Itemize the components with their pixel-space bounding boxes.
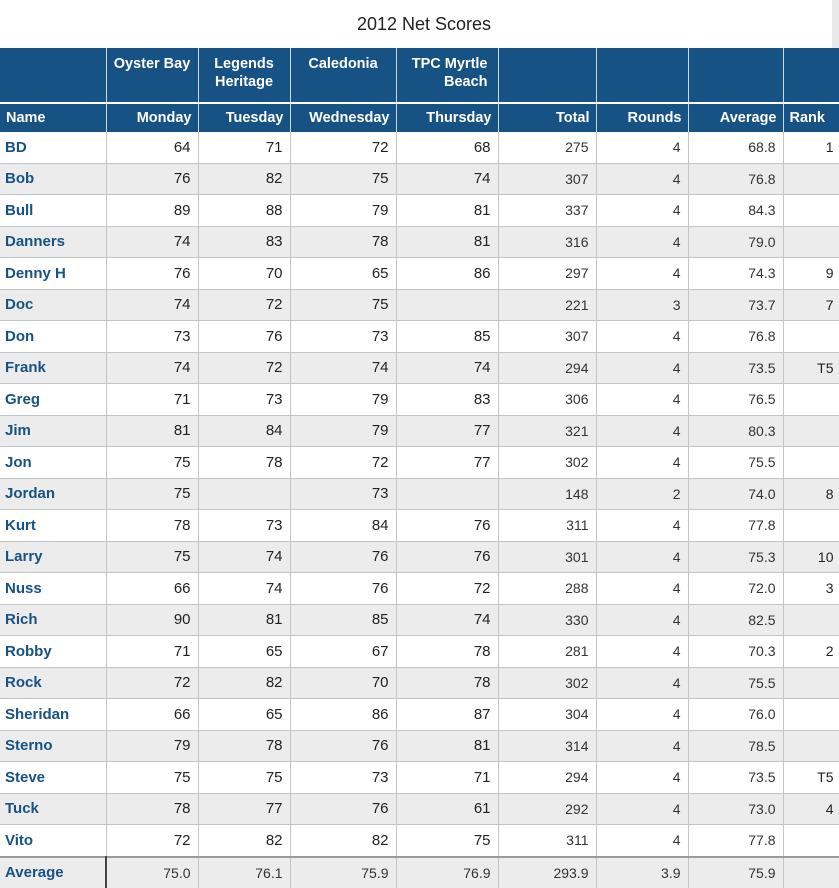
score-average[interactable]: 76.8	[688, 163, 783, 195]
player-name[interactable]: Tuck	[0, 793, 106, 825]
average-total: 293.9	[498, 857, 596, 888]
player-rank[interactable]	[783, 510, 839, 542]
score-thursday[interactable]: 68	[396, 132, 498, 163]
score-wednesday[interactable]: 76	[290, 730, 396, 762]
score-wednesday[interactable]: 79	[290, 415, 396, 447]
score-thursday[interactable]: 74	[396, 352, 498, 384]
score-total[interactable]: 275	[498, 132, 596, 163]
table-row[interactable]	[0, 352, 839, 384]
player-rank[interactable]: 10	[783, 541, 839, 573]
rounds-played[interactable]: 4	[596, 730, 688, 762]
player-rank[interactable]: 1	[783, 132, 839, 163]
score-wednesday[interactable]: 86	[290, 699, 396, 731]
course-header-rounds	[596, 48, 688, 103]
score-wednesday[interactable]: 78	[290, 226, 396, 258]
rounds-played[interactable]: 4	[596, 132, 688, 163]
rounds-played[interactable]: 4	[596, 352, 688, 384]
score-average[interactable]: 72.0	[688, 573, 783, 605]
score-wednesday[interactable]: 72	[290, 132, 396, 163]
score-monday[interactable]: 76	[106, 163, 198, 195]
score-wednesday[interactable]: 84	[290, 510, 396, 542]
column-header-total[interactable]: Total	[498, 103, 596, 132]
table-row[interactable]	[0, 699, 839, 731]
score-tuesday[interactable]: 78	[198, 447, 290, 479]
player-rank[interactable]	[783, 195, 839, 227]
score-thursday[interactable]: 83	[396, 384, 498, 416]
rounds-played[interactable]: 4	[596, 573, 688, 605]
player-name[interactable]: Jon	[0, 447, 106, 479]
score-thursday[interactable]: 81	[396, 195, 498, 227]
score-wednesday[interactable]: 72	[290, 447, 396, 479]
scores-table	[0, 48, 839, 888]
course-header-wednesday: Caledonia	[290, 48, 396, 103]
score-total[interactable]: 314	[498, 730, 596, 762]
score-monday[interactable]: 74	[106, 352, 198, 384]
score-thursday[interactable]: 78	[396, 667, 498, 699]
player-rank[interactable]	[783, 604, 839, 636]
score-wednesday[interactable]: 67	[290, 636, 396, 668]
score-thursday[interactable]: 87	[396, 699, 498, 731]
score-wednesday[interactable]: 85	[290, 604, 396, 636]
score-monday[interactable]: 71	[106, 384, 198, 416]
score-wednesday[interactable]: 65	[290, 258, 396, 290]
score-thursday[interactable]: 75	[396, 825, 498, 857]
rounds-played[interactable]: 4	[596, 541, 688, 573]
score-tuesday[interactable]: 82	[198, 825, 290, 857]
player-name[interactable]: Rich	[0, 604, 106, 636]
player-rank[interactable]: 7	[783, 289, 839, 321]
score-monday[interactable]: 64	[106, 132, 198, 163]
table-row[interactable]	[0, 258, 839, 290]
score-wednesday[interactable]: 70	[290, 667, 396, 699]
score-monday[interactable]: 78	[106, 510, 198, 542]
score-monday[interactable]: 72	[106, 667, 198, 699]
player-name[interactable]: Sheridan	[0, 699, 106, 731]
player-name[interactable]: Bull	[0, 195, 106, 227]
score-thursday[interactable]: 74	[396, 604, 498, 636]
score-monday[interactable]: 66	[106, 573, 198, 605]
player-name[interactable]: Robby	[0, 636, 106, 668]
table-row[interactable]	[0, 667, 839, 699]
score-total[interactable]: 302	[498, 447, 596, 479]
player-name[interactable]: Greg	[0, 384, 106, 416]
score-monday[interactable]: 79	[106, 730, 198, 762]
player-rank[interactable]: 4	[783, 793, 839, 825]
course-header-monday: Oyster Bay	[106, 48, 198, 103]
score-average[interactable]: 75.5	[688, 667, 783, 699]
score-total[interactable]: 311	[498, 825, 596, 857]
rounds-played[interactable]: 2	[596, 478, 688, 510]
score-monday[interactable]: 74	[106, 226, 198, 258]
player-name[interactable]: Steve	[0, 762, 106, 794]
score-total[interactable]: 302	[498, 667, 596, 699]
table-row[interactable]	[0, 132, 839, 163]
table-row[interactable]	[0, 573, 839, 605]
rounds-played[interactable]: 4	[596, 321, 688, 353]
score-wednesday[interactable]: 73	[290, 762, 396, 794]
score-average[interactable]: 74.0	[688, 478, 783, 510]
score-tuesday[interactable]: 75	[198, 762, 290, 794]
player-rank[interactable]	[783, 825, 839, 857]
score-monday[interactable]: 73	[106, 321, 198, 353]
player-name[interactable]: BD	[0, 132, 106, 163]
score-thursday[interactable]	[396, 289, 498, 321]
player-rank[interactable]: T5	[783, 352, 839, 384]
average-thursday: 76.9	[396, 857, 498, 888]
rounds-played[interactable]: 4	[596, 447, 688, 479]
column-header-average[interactable]: Average	[688, 103, 783, 132]
score-monday[interactable]: 72	[106, 825, 198, 857]
column-header-rank[interactable]: Rank	[783, 103, 839, 132]
player-name[interactable]: Nuss	[0, 573, 106, 605]
player-name[interactable]: Don	[0, 321, 106, 353]
score-tuesday[interactable]: 83	[198, 226, 290, 258]
score-tuesday[interactable]: 81	[198, 604, 290, 636]
course-header-row	[0, 48, 839, 103]
player-rank[interactable]: 8	[783, 478, 839, 510]
score-total[interactable]: 330	[498, 604, 596, 636]
table-row[interactable]	[0, 793, 839, 825]
score-wednesday[interactable]: 76	[290, 793, 396, 825]
score-monday[interactable]: 78	[106, 793, 198, 825]
score-tuesday[interactable]: 77	[198, 793, 290, 825]
score-total[interactable]: 311	[498, 510, 596, 542]
course-header-total	[498, 48, 596, 103]
rounds-played[interactable]: 4	[596, 258, 688, 290]
score-monday[interactable]: 74	[106, 289, 198, 321]
average-monday: 75.0	[106, 857, 198, 888]
player-rank[interactable]	[783, 447, 839, 479]
score-monday[interactable]: 75	[106, 541, 198, 573]
table-row[interactable]	[0, 636, 839, 668]
score-average[interactable]: 74.3	[688, 258, 783, 290]
course-header-blank	[0, 48, 106, 103]
average-row	[0, 857, 839, 888]
score-total[interactable]: 337	[498, 195, 596, 227]
table-row[interactable]	[0, 510, 839, 542]
table-row[interactable]	[0, 447, 839, 479]
player-rank[interactable]: 3	[783, 573, 839, 605]
table-row[interactable]	[0, 478, 839, 510]
score-wednesday[interactable]: 79	[290, 195, 396, 227]
score-tuesday[interactable]	[198, 478, 290, 510]
score-thursday[interactable]	[396, 478, 498, 510]
course-header-tuesday: Legends Heritage	[198, 48, 290, 103]
table-row[interactable]	[0, 415, 839, 447]
player-name[interactable]: Kurt	[0, 510, 106, 542]
table-row[interactable]	[0, 321, 839, 353]
score-thursday[interactable]: 78	[396, 636, 498, 668]
score-tuesday[interactable]: 76	[198, 321, 290, 353]
score-total[interactable]: 301	[498, 541, 596, 573]
score-tuesday[interactable]: 82	[198, 667, 290, 699]
score-average[interactable]: 84.3	[688, 195, 783, 227]
player-name[interactable]: Frank	[0, 352, 106, 384]
score-tuesday[interactable]: 71	[198, 132, 290, 163]
score-tuesday[interactable]: 65	[198, 636, 290, 668]
score-tuesday[interactable]: 74	[198, 541, 290, 573]
score-average[interactable]: 76.0	[688, 699, 783, 731]
table-row[interactable]	[0, 163, 839, 195]
rounds-played[interactable]: 4	[596, 825, 688, 857]
course-header-average	[688, 48, 783, 103]
column-header-wednesday[interactable]: Wednesday	[290, 103, 396, 132]
player-name[interactable]: Vito	[0, 825, 106, 857]
score-tuesday[interactable]: 74	[198, 573, 290, 605]
player-rank[interactable]	[783, 730, 839, 762]
rounds-played[interactable]: 4	[596, 604, 688, 636]
score-tuesday[interactable]: 84	[198, 415, 290, 447]
score-wednesday[interactable]: 75	[290, 289, 396, 321]
score-monday[interactable]: 89	[106, 195, 198, 227]
player-rank[interactable]	[783, 699, 839, 731]
score-average[interactable]: 82.5	[688, 604, 783, 636]
column-header-rounds[interactable]: Rounds	[596, 103, 688, 132]
table-row[interactable]	[0, 730, 839, 762]
column-header-name[interactable]: Name	[0, 103, 106, 132]
table-row[interactable]	[0, 226, 839, 258]
score-total[interactable]: 316	[498, 226, 596, 258]
player-rank[interactable]: T5	[783, 762, 839, 794]
score-total[interactable]: 294	[498, 762, 596, 794]
score-average[interactable]: 73.5	[688, 352, 783, 384]
player-rank[interactable]: 9	[783, 258, 839, 290]
score-average[interactable]: 77.8	[688, 510, 783, 542]
score-wednesday[interactable]: 73	[290, 321, 396, 353]
player-rank[interactable]	[783, 667, 839, 699]
rounds-played[interactable]: 4	[596, 163, 688, 195]
player-name[interactable]: Doc	[0, 289, 106, 321]
score-average[interactable]: 79.0	[688, 226, 783, 258]
player-name[interactable]: Rock	[0, 667, 106, 699]
score-average[interactable]: 76.5	[688, 384, 783, 416]
score-wednesday[interactable]: 79	[290, 384, 396, 416]
score-total[interactable]: 281	[498, 636, 596, 668]
score-thursday[interactable]: 81	[396, 730, 498, 762]
score-tuesday[interactable]: 65	[198, 699, 290, 731]
score-total[interactable]: 221	[498, 289, 596, 321]
player-name[interactable]: Jim	[0, 415, 106, 447]
score-average[interactable]: 78.5	[688, 730, 783, 762]
page-title: 2012 Net Scores	[356, 14, 492, 34]
score-thursday[interactable]: 71	[396, 762, 498, 794]
score-thursday[interactable]: 61	[396, 793, 498, 825]
player-name[interactable]: Jordan	[0, 478, 106, 510]
score-thursday[interactable]: 72	[396, 573, 498, 605]
player-name[interactable]: Denny H	[0, 258, 106, 290]
rounds-played[interactable]: 3	[596, 289, 688, 321]
rounds-played[interactable]: 4	[596, 226, 688, 258]
player-name[interactable]: Larry	[0, 541, 106, 573]
score-wednesday[interactable]: 73	[290, 478, 396, 510]
rounds-played[interactable]: 4	[596, 415, 688, 447]
table-row[interactable]	[0, 541, 839, 573]
player-rank[interactable]	[783, 163, 839, 195]
score-total[interactable]: 304	[498, 699, 596, 731]
score-average[interactable]: 76.8	[688, 321, 783, 353]
rounds-played[interactable]: 4	[596, 762, 688, 794]
player-name[interactable]: Sterno	[0, 730, 106, 762]
player-name[interactable]: Danners	[0, 226, 106, 258]
score-monday[interactable]: 75	[106, 447, 198, 479]
column-header-monday[interactable]: Monday	[106, 103, 198, 132]
rounds-played[interactable]: 4	[596, 510, 688, 542]
column-header-thursday[interactable]: Thursday	[396, 103, 498, 132]
score-tuesday[interactable]: 70	[198, 258, 290, 290]
table-row[interactable]	[0, 762, 839, 794]
score-average[interactable]: 73.7	[688, 289, 783, 321]
score-total[interactable]: 148	[498, 478, 596, 510]
score-tuesday[interactable]: 82	[198, 163, 290, 195]
average-average: 75.9	[688, 857, 783, 888]
rounds-played[interactable]: 4	[596, 793, 688, 825]
score-tuesday[interactable]: 72	[198, 352, 290, 384]
course-header-rank	[783, 48, 839, 103]
score-tuesday[interactable]: 88	[198, 195, 290, 227]
score-total[interactable]: 307	[498, 163, 596, 195]
score-thursday[interactable]: 74	[396, 163, 498, 195]
score-total[interactable]: 307	[498, 321, 596, 353]
score-thursday[interactable]: 77	[396, 447, 498, 479]
score-monday[interactable]: 76	[106, 258, 198, 290]
average-wednesday: 75.9	[290, 857, 396, 888]
rounds-played[interactable]: 4	[596, 667, 688, 699]
score-tuesday[interactable]: 72	[198, 289, 290, 321]
score-total[interactable]: 306	[498, 384, 596, 416]
score-tuesday[interactable]: 73	[198, 384, 290, 416]
score-average[interactable]: 70.3	[688, 636, 783, 668]
table-row[interactable]	[0, 289, 839, 321]
table-row[interactable]	[0, 604, 839, 636]
rounds-played[interactable]: 4	[596, 195, 688, 227]
player-name[interactable]: Bob	[0, 163, 106, 195]
score-average[interactable]: 68.8	[688, 132, 783, 163]
player-rank[interactable]	[783, 226, 839, 258]
score-average[interactable]: 73.0	[688, 793, 783, 825]
score-thursday[interactable]: 81	[396, 226, 498, 258]
player-rank[interactable]	[783, 384, 839, 416]
score-wednesday[interactable]: 82	[290, 825, 396, 857]
rounds-played[interactable]: 4	[596, 636, 688, 668]
score-monday[interactable]: 90	[106, 604, 198, 636]
score-tuesday[interactable]: 78	[198, 730, 290, 762]
column-header-tuesday[interactable]: Tuesday	[198, 103, 290, 132]
column-header-row	[0, 103, 839, 132]
score-average[interactable]: 80.3	[688, 415, 783, 447]
score-average[interactable]: 75.3	[688, 541, 783, 573]
player-rank[interactable]	[783, 321, 839, 353]
score-total[interactable]: 292	[498, 793, 596, 825]
average-rank	[783, 857, 839, 888]
average-rounds: 3.9	[596, 857, 688, 888]
rounds-played[interactable]: 4	[596, 699, 688, 731]
rounds-played[interactable]: 4	[596, 384, 688, 416]
score-wednesday[interactable]: 76	[290, 573, 396, 605]
player-rank[interactable]	[783, 415, 839, 447]
score-total[interactable]: 294	[498, 352, 596, 384]
score-monday[interactable]: 71	[106, 636, 198, 668]
score-thursday[interactable]: 76	[396, 541, 498, 573]
average-label: Average	[0, 857, 106, 888]
score-total[interactable]: 321	[498, 415, 596, 447]
score-wednesday[interactable]: 74	[290, 352, 396, 384]
score-monday[interactable]: 66	[106, 699, 198, 731]
score-total[interactable]: 288	[498, 573, 596, 605]
score-average[interactable]: 73.5	[688, 762, 783, 794]
score-thursday[interactable]: 76	[396, 510, 498, 542]
score-wednesday[interactable]: 76	[290, 541, 396, 573]
score-tuesday[interactable]: 73	[198, 510, 290, 542]
score-thursday[interactable]: 86	[396, 258, 498, 290]
score-average[interactable]: 77.8	[688, 825, 783, 857]
score-average[interactable]: 75.5	[688, 447, 783, 479]
table-row[interactable]	[0, 384, 839, 416]
player-rank[interactable]: 2	[783, 636, 839, 668]
table-row[interactable]	[0, 825, 839, 857]
score-wednesday[interactable]: 75	[290, 163, 396, 195]
score-monday[interactable]: 75	[106, 762, 198, 794]
score-monday[interactable]: 81	[106, 415, 198, 447]
table-row[interactable]	[0, 195, 839, 227]
average-tuesday: 76.1	[198, 857, 290, 888]
course-header-thursday: TPC Myrtle Beach	[396, 48, 498, 103]
score-monday[interactable]: 75	[106, 478, 198, 510]
score-thursday[interactable]: 85	[396, 321, 498, 353]
score-total[interactable]: 297	[498, 258, 596, 290]
score-thursday[interactable]: 77	[396, 415, 498, 447]
